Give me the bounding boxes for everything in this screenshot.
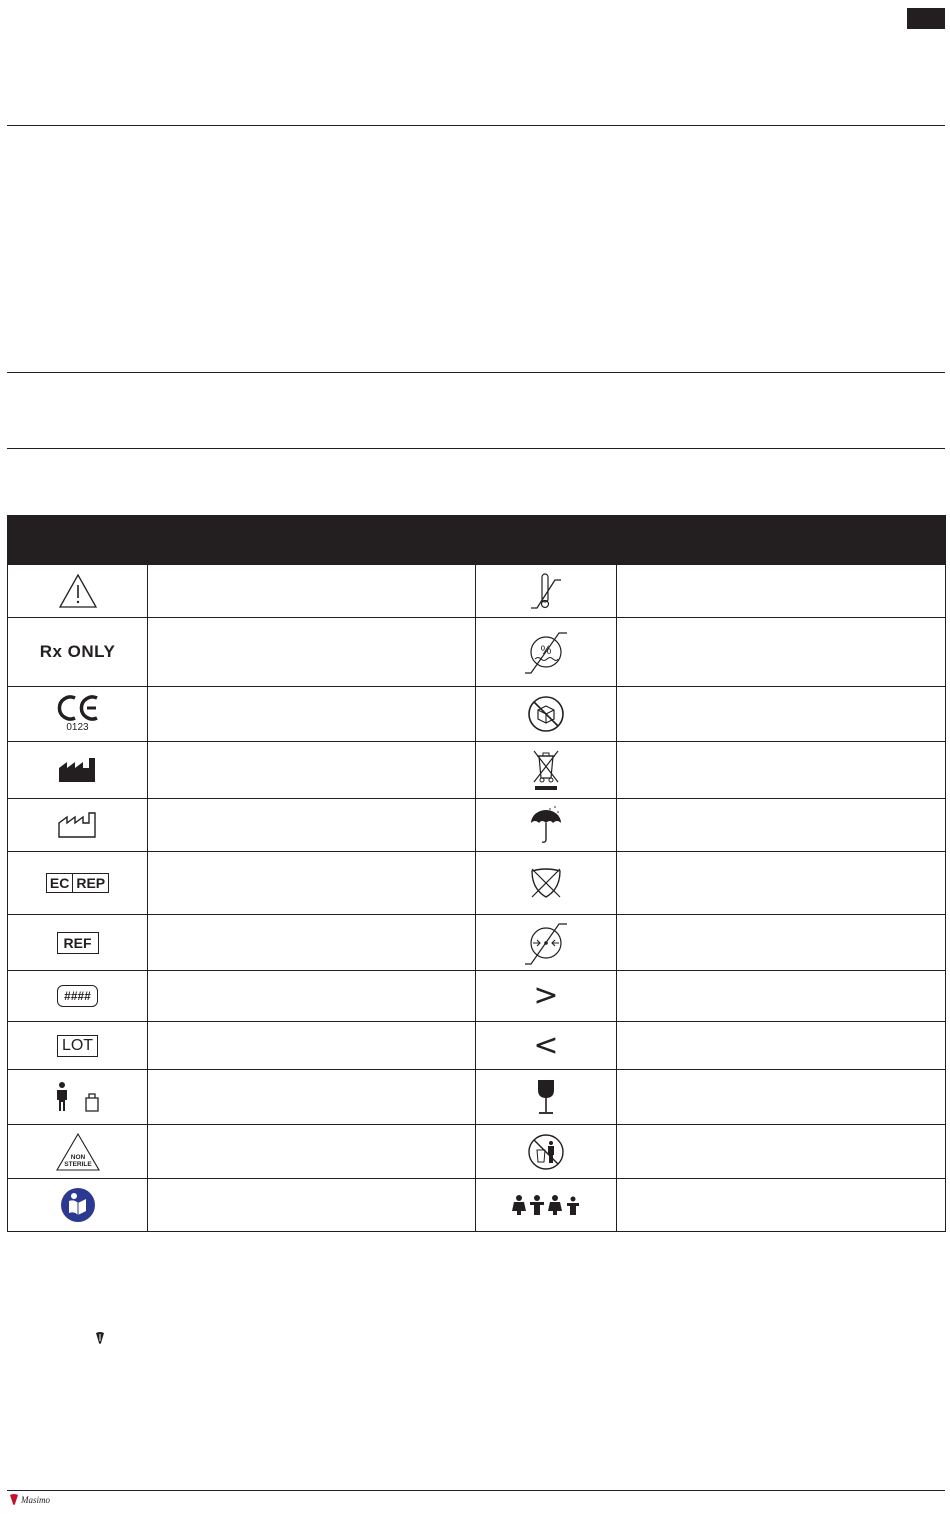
non-sterile-label-non: NON	[70, 1153, 85, 1161]
description-cell	[617, 742, 946, 799]
table-row	[8, 915, 946, 971]
less-than-icon: <	[533, 1027, 559, 1063]
symbol-cell	[8, 565, 148, 618]
description-cell	[148, 971, 476, 1022]
ce-notified-body-number: 0123	[66, 722, 89, 733]
description-cell	[617, 1022, 946, 1070]
humidity-limit-icon	[523, 629, 569, 675]
follow-instructions-icon	[60, 1187, 96, 1223]
symbol-cell	[8, 1179, 148, 1232]
table-header-row	[8, 516, 946, 565]
masimo-logo-icon	[9, 1494, 19, 1506]
footer-brand: Masimo	[21, 1495, 50, 1505]
not-made-with-latex-icon	[528, 865, 564, 901]
manufacturer-icon	[57, 756, 99, 784]
do-not-use-if-damaged-icon	[526, 694, 566, 734]
header-description-right	[617, 516, 946, 565]
ec-rep-label-ec: EC	[46, 873, 73, 893]
description-cell	[148, 687, 476, 742]
rx-only-icon: Rx ONLY	[39, 642, 116, 661]
table-row	[8, 618, 946, 687]
table-row	[8, 852, 946, 915]
description-cell	[148, 1179, 476, 1232]
ec-rep-icon	[46, 873, 109, 893]
description-cell	[617, 852, 946, 915]
symbol-cell	[476, 799, 617, 852]
symbol-cell	[8, 971, 148, 1022]
symbol-cell	[476, 565, 617, 618]
description-cell	[617, 687, 946, 742]
description-cell	[148, 1125, 476, 1179]
symbol-cell	[8, 742, 148, 799]
description-cell	[148, 852, 476, 915]
table-row	[8, 799, 946, 852]
symbol-cell	[476, 687, 617, 742]
description-cell	[148, 799, 476, 852]
symbol-cell	[476, 852, 617, 915]
symbol-cell	[8, 1070, 148, 1125]
description-cell	[148, 742, 476, 799]
description-cell	[617, 799, 946, 852]
language-tab	[907, 8, 945, 29]
weee-disposal-icon	[531, 748, 561, 792]
non-sterile-label-sterile: STERILE	[63, 1160, 92, 1168]
symbol-cell	[8, 799, 148, 852]
fragile-icon	[534, 1078, 558, 1116]
description-cell	[617, 1179, 946, 1232]
temperature-limit-icon	[529, 572, 563, 610]
symbol-cell	[476, 915, 617, 971]
warning-triangle-icon	[58, 573, 98, 609]
not-for-trash-icon	[527, 1133, 565, 1171]
ec-rep-label-rep: REP	[73, 873, 109, 893]
description-cell	[148, 565, 476, 618]
patient-weight-icon	[52, 1081, 104, 1113]
description-cell	[617, 971, 946, 1022]
masimo-mark-icon	[95, 1331, 105, 1345]
svg-text:%: %	[540, 643, 552, 657]
symbol-cell	[476, 1070, 617, 1125]
serial-number-icon: ####	[57, 985, 98, 1007]
table-row	[8, 1179, 946, 1232]
footer-rule	[7, 1490, 945, 1491]
symbol-cell	[476, 1179, 617, 1232]
symbols-table	[7, 515, 946, 1232]
header-symbol-right	[476, 516, 617, 565]
description-cell	[617, 618, 946, 687]
description-cell	[148, 618, 476, 687]
non-sterile-icon	[55, 1132, 101, 1172]
symbol-cell	[476, 1125, 617, 1179]
section-rule-middle	[7, 372, 945, 373]
symbol-cell	[8, 852, 148, 915]
description-cell	[148, 1070, 476, 1125]
symbol-cell	[8, 915, 148, 971]
date-of-manufacture-icon	[57, 811, 99, 839]
ref-icon: REF	[57, 932, 99, 954]
section-rule-lower	[7, 448, 945, 449]
atmospheric-pressure-icon	[523, 920, 569, 966]
footer-logo	[7, 1494, 50, 1506]
symbol-cell	[8, 1125, 148, 1179]
table-row	[8, 971, 946, 1022]
description-cell	[617, 1070, 946, 1125]
table-row	[8, 1022, 946, 1070]
symbol-cell	[476, 618, 617, 687]
symbol-cell	[8, 1022, 148, 1070]
symbol-cell	[476, 971, 617, 1022]
ce-mark-icon	[56, 695, 100, 733]
patient-population-icon	[510, 1194, 582, 1216]
symbol-cell	[476, 742, 617, 799]
symbol-cell	[476, 1022, 617, 1070]
table-row	[8, 687, 946, 742]
description-cell	[148, 1022, 476, 1070]
description-cell	[617, 915, 946, 971]
table-row	[8, 1070, 946, 1125]
symbol-cell	[8, 618, 148, 687]
lot-icon: LOT	[57, 1035, 98, 1057]
section-rule-top	[7, 125, 945, 126]
table-row	[8, 565, 946, 618]
description-cell	[617, 1125, 946, 1179]
symbol-cell	[8, 687, 148, 742]
description-cell	[617, 565, 946, 618]
header-symbol-left	[8, 516, 148, 565]
table-row	[8, 1125, 946, 1179]
description-cell	[148, 915, 476, 971]
greater-than-icon: >	[533, 978, 559, 1013]
keep-dry-icon	[528, 805, 564, 845]
table-row	[8, 742, 946, 799]
header-description-left	[148, 516, 476, 565]
